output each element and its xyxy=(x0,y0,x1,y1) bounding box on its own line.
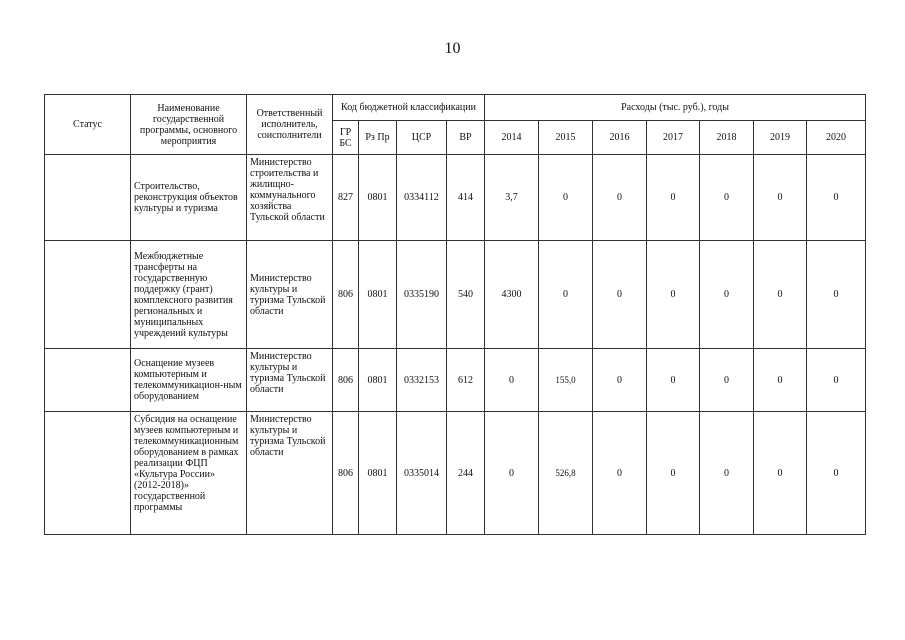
header-csr: ЦСР xyxy=(397,121,447,155)
cell-value: 0 xyxy=(485,349,539,412)
cell-value: 0 xyxy=(647,412,700,535)
header-rzpr: Рз Пр xyxy=(359,121,397,155)
cell-value: 0 xyxy=(807,155,866,241)
cell-vr: 414 xyxy=(447,155,485,241)
header-expenses: Расходы (тыс. руб.), годы xyxy=(485,95,866,121)
cell-value: 0 xyxy=(700,412,754,535)
header-year: 2017 xyxy=(647,121,700,155)
header-year: 2020 xyxy=(807,121,866,155)
cell-name: Субсидия на оснащение музеев компьютерным и телекоммуникационным оборудованием в рамках реализации ФЦП «Культура России» (2012-2018)» государственной программы xyxy=(131,412,247,535)
cell-rzpr: 0801 xyxy=(359,349,397,412)
cell-value: 0 xyxy=(700,155,754,241)
budget-table xyxy=(44,94,866,535)
cell-responsible: Министерство строительства и жилищно-коммунального хозяйства Тульской области xyxy=(247,155,333,241)
cell-name: Строительство, реконструкция объектов культуры и туризма xyxy=(131,155,247,241)
cell-value: 0 xyxy=(807,241,866,349)
cell-name: Межбюджетные трансферты на государственную поддержку (грант) комплексного развития региональных и муниципальных учреждений культуры xyxy=(131,241,247,349)
cell-responsible: Министерство культуры и туризма Тульской области xyxy=(247,349,333,412)
cell-csr: 0335190 xyxy=(397,241,447,349)
cell-rzpr: 0801 xyxy=(359,412,397,535)
header-year: 2014 xyxy=(485,121,539,155)
cell-value: 3,7 xyxy=(485,155,539,241)
cell-value: 0 xyxy=(593,412,647,535)
cell-status xyxy=(45,349,131,412)
cell-vr: 244 xyxy=(447,412,485,535)
cell-value: 0 xyxy=(754,155,807,241)
cell-rzpr: 0801 xyxy=(359,241,397,349)
cell-value: 0 xyxy=(539,241,593,349)
cell-csr: 0335014 xyxy=(397,412,447,535)
table-row xyxy=(45,241,866,349)
cell-value: 0 xyxy=(593,155,647,241)
header-row-top xyxy=(45,95,866,121)
header-budget-code: Код бюджетной классификации xyxy=(333,95,485,121)
cell-value: 0 xyxy=(647,241,700,349)
cell-value: 0 xyxy=(807,412,866,535)
cell-value: 0 xyxy=(700,241,754,349)
cell-value: 0 xyxy=(647,155,700,241)
cell-responsible: Министерство культуры и туризма Тульской области xyxy=(247,412,333,535)
cell-csr: 0334112 xyxy=(397,155,447,241)
header-year: 2016 xyxy=(593,121,647,155)
cell-responsible: Министерство культуры и туризма Тульской области xyxy=(247,241,333,349)
cell-value: 4300 xyxy=(485,241,539,349)
table-row xyxy=(45,155,866,241)
header-year: 2015 xyxy=(539,121,593,155)
cell-value: 0 xyxy=(593,349,647,412)
cell-value: 526,8 xyxy=(539,412,593,535)
table-row xyxy=(45,349,866,412)
cell-value: 0 xyxy=(754,349,807,412)
header-status: Статус xyxy=(45,95,131,155)
cell-grbs: 806 xyxy=(333,241,359,349)
cell-value: 0 xyxy=(807,349,866,412)
cell-vr: 540 xyxy=(447,241,485,349)
cell-grbs: 827 xyxy=(333,155,359,241)
cell-rzpr: 0801 xyxy=(359,155,397,241)
cell-value: 0 xyxy=(485,412,539,535)
header-responsible: Ответственный исполнитель, соисполнители xyxy=(247,95,333,155)
header-year: 2018 xyxy=(700,121,754,155)
cell-status xyxy=(45,241,131,349)
cell-status xyxy=(45,412,131,535)
cell-value: 0 xyxy=(754,412,807,535)
cell-value: 0 xyxy=(593,241,647,349)
cell-value: 155,0 xyxy=(539,349,593,412)
cell-value: 0 xyxy=(700,349,754,412)
header-vr: ВР xyxy=(447,121,485,155)
cell-value: 0 xyxy=(647,349,700,412)
cell-value: 0 xyxy=(754,241,807,349)
cell-vr: 612 xyxy=(447,349,485,412)
header-grbs: ГР БС xyxy=(333,121,359,155)
header-year: 2019 xyxy=(754,121,807,155)
cell-grbs: 806 xyxy=(333,412,359,535)
cell-csr: 0332153 xyxy=(397,349,447,412)
cell-status xyxy=(45,155,131,241)
header-name: Наименование государственной программы, основного мероприятия xyxy=(131,95,247,155)
cell-value: 0 xyxy=(539,155,593,241)
table-row xyxy=(45,412,866,535)
cell-name: Оснащение музеев компьютерным и телекоммуникацион-ным оборудованием xyxy=(131,349,247,412)
page-number: 10 xyxy=(444,40,461,57)
cell-grbs: 806 xyxy=(333,349,359,412)
